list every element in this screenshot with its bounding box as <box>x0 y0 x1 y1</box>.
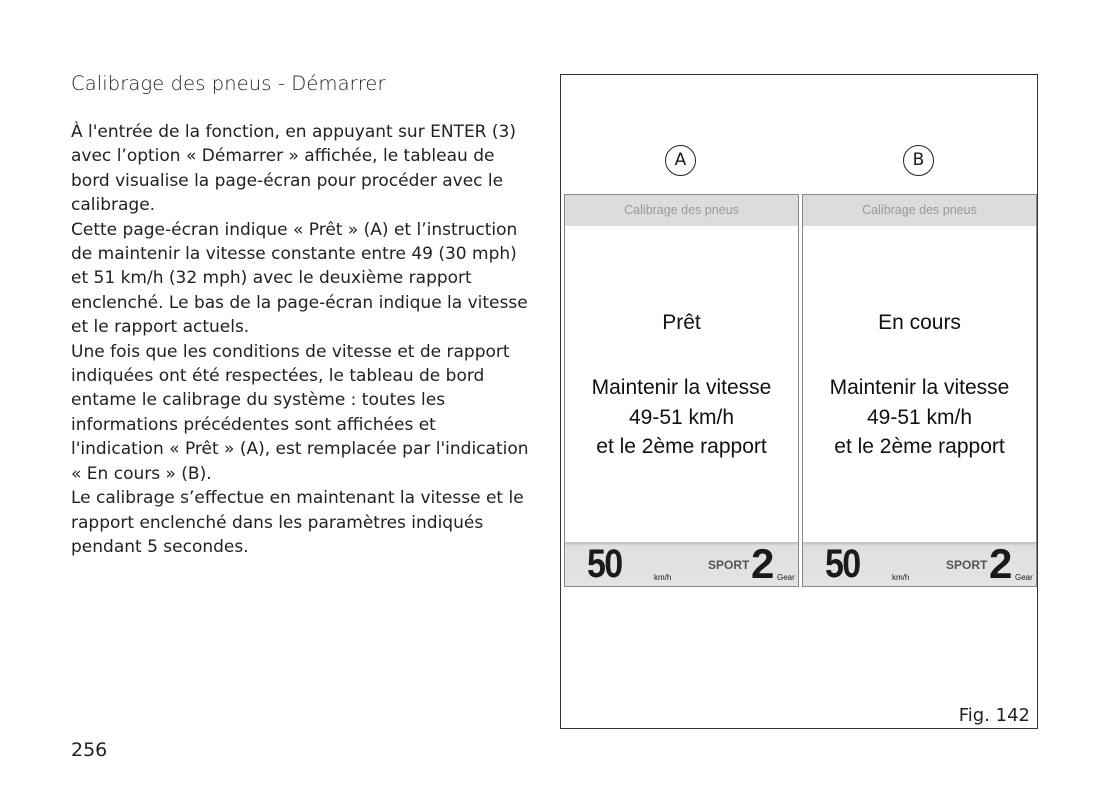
body-line: indiquées ont été respectées, le tableau de bord <box>71 366 485 387</box>
speed-unit: km/h <box>654 573 672 582</box>
instruction-line: 49-51 km/h <box>866 405 973 429</box>
drive-mode: SPORT <box>708 558 750 572</box>
body-line: pendant 5 secondes. <box>71 536 249 557</box>
instruction-line: et le 2ème rapport <box>834 435 1005 458</box>
status-bar <box>565 542 798 586</box>
status-text: Prêt <box>662 311 701 334</box>
gear-value: 2 <box>989 540 1013 587</box>
figure-142 <box>560 74 1038 729</box>
speed-unit: km/h <box>892 573 910 582</box>
screen-header: Calibrage des pneus <box>565 195 798 226</box>
body-line: bord visualise la page-écran pour procéder avec le <box>71 170 504 191</box>
instruction-text <box>565 373 798 462</box>
figure-label: Fig. 142 <box>958 705 1030 726</box>
body-line: À l'entrée de la fonction, en appuyant sur ENTER (3) <box>71 122 516 142</box>
screen-header: Calibrage des pneus <box>803 195 1036 226</box>
drive-mode: SPORT <box>946 558 988 572</box>
marker-b: B <box>903 145 934 176</box>
status-text: En cours <box>878 311 961 334</box>
body-line: informations précédentes sont affichées et <box>71 414 436 435</box>
instruction-text <box>803 373 1036 462</box>
instruction-line: et le 2ème rapport <box>596 435 767 458</box>
body-line: rapport enclenché dans les paramètres indiqués <box>71 512 484 533</box>
body-line: avec l’option « Démarrer » affichée, le tableau de <box>71 146 495 167</box>
body-line: de maintenir la vitesse constante entre 49 (30 mph) <box>71 244 517 265</box>
instruction-line: Maintenir la vitesse <box>591 376 772 399</box>
body-line: et le rapport actuels. <box>71 317 250 338</box>
gear-label: Gear <box>1015 573 1033 582</box>
body-line: et 51 km/h (32 mph) avec le deuxième rapport <box>71 268 472 289</box>
body-line: enclenché. Le bas de la page-écran indique la vitesse <box>71 292 528 313</box>
status-bar <box>803 542 1036 586</box>
body-line: Une fois que les conditions de vitesse et de rapport <box>71 341 510 362</box>
body-line: Cette page-écran indique « Prêt » (A) et l’instruction <box>71 219 518 240</box>
gear-label: Gear <box>777 573 795 582</box>
body-text <box>71 120 551 559</box>
page-number: 256 <box>71 739 108 761</box>
body-line: Le calibrage s’effectue en maintenant la vitesse et le <box>71 488 524 509</box>
speed-value: 50 <box>587 542 622 586</box>
body-line: l'indication « Prêt » (A), est remplacée par l'indication <box>71 439 529 460</box>
body-line: « En cours » (B). <box>71 463 212 484</box>
marker-a: A <box>665 145 696 176</box>
section-title: Calibrage des pneus - Démarrer <box>71 72 386 95</box>
instruction-line: Maintenir la vitesse <box>829 376 1010 399</box>
body-line: entame le calibrage du système : toutes les <box>71 390 446 411</box>
body-line: calibrage. <box>71 195 156 216</box>
screen-a <box>564 194 799 587</box>
instruction-line: 49-51 km/h <box>628 405 735 429</box>
speed-value: 50 <box>825 542 860 586</box>
gear-value: 2 <box>751 540 775 587</box>
screen-b <box>802 194 1037 587</box>
